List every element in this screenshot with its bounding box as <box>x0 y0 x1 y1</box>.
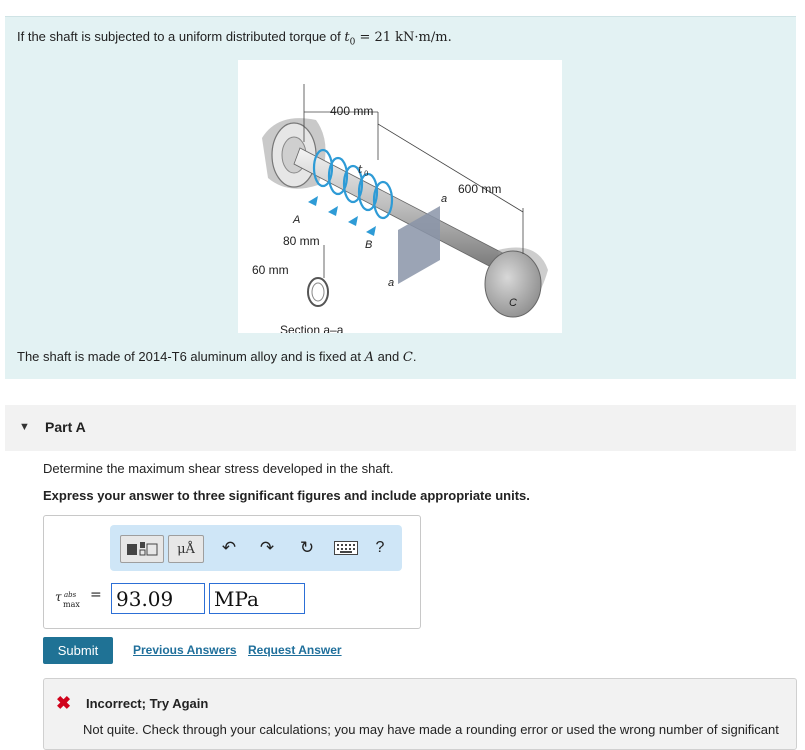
request-answer-link[interactable]: Request Answer <box>248 643 342 657</box>
help-button[interactable]: ? <box>375 539 385 556</box>
submit-button[interactable]: Submit <box>43 637 113 664</box>
answer-variable-label <box>55 587 105 614</box>
torque-subscript: 0 <box>349 37 356 48</box>
templates-button[interactable] <box>120 535 164 563</box>
tau-symbol: τ <box>55 590 62 604</box>
point-c-label: C <box>509 297 517 309</box>
fixed-point-a: A <box>364 350 374 365</box>
point-b-label: B <box>365 239 373 251</box>
templates-icon <box>125 540 159 558</box>
problem-closing-and: and <box>373 349 403 364</box>
redo-icon[interactable]: ↷ <box>259 538 275 557</box>
point-a-label: A <box>293 214 301 226</box>
feedback-title: Incorrect; Try Again <box>86 696 209 711</box>
undo-icon[interactable]: ↶ <box>221 538 237 557</box>
shaft-figure <box>238 60 562 333</box>
reset-icon[interactable]: ↻ <box>299 538 315 557</box>
section-a-top-label: a <box>441 193 448 205</box>
answer-unit-input[interactable]: MPa <box>209 583 305 614</box>
keyboard-icon[interactable] <box>332 535 360 561</box>
fixed-point-c: C <box>402 350 413 365</box>
equals-sign: = <box>90 587 102 603</box>
problem-closing-period: . <box>412 349 417 364</box>
shaft-diagram <box>238 60 562 333</box>
t0-subscript: 0 <box>364 170 369 178</box>
feedback-panel <box>43 678 797 750</box>
dim-80-label: 80 mm <box>283 234 320 248</box>
answer-instruction: Express your answer to three significant figures and include appropriate units. <box>43 488 530 503</box>
dim-400-label: 400 mm <box>330 104 374 118</box>
part-a-label: Part A <box>45 419 86 435</box>
collapse-triangle-icon[interactable]: ▼ <box>19 421 30 433</box>
t0-label: t <box>358 163 363 176</box>
section-a-bottom-label: a <box>388 277 395 289</box>
problem-panel <box>5 16 796 379</box>
tau-superscript: abs <box>64 591 77 599</box>
keyboard-shape <box>334 541 358 555</box>
previous-answers-link[interactable]: Previous Answers <box>133 643 237 657</box>
tau-subscript: max <box>63 600 80 609</box>
torque-symbol: t <box>344 30 350 45</box>
dim-60-label: 60 mm <box>252 263 289 277</box>
question-text: Determine the maximum shear stress developed in the shaft. <box>43 461 394 476</box>
feedback-text: Not quite. Check through your calculations; you may have made a rounding error or used the wrong number of significant <box>83 722 779 737</box>
torque-value: = 21 kN·m/m. <box>355 30 452 45</box>
problem-closing <box>17 349 416 365</box>
dim-600-label: 600 mm <box>458 182 502 196</box>
units-button[interactable]: μÅ <box>168 535 204 563</box>
incorrect-x-icon: ✖ <box>56 693 72 713</box>
section-caption: Section a–a <box>280 323 344 333</box>
problem-intro-text: If the shaft is subjected to a uniform distributed torque of <box>17 29 345 44</box>
answer-value-input[interactable]: 93.09 <box>111 583 205 614</box>
math-toolbar <box>110 525 402 571</box>
problem-intro <box>17 29 452 48</box>
problem-closing-text: The shaft is made of 2014-T6 aluminum alloy and is fixed at <box>17 349 365 364</box>
part-a-header[interactable] <box>5 405 796 451</box>
